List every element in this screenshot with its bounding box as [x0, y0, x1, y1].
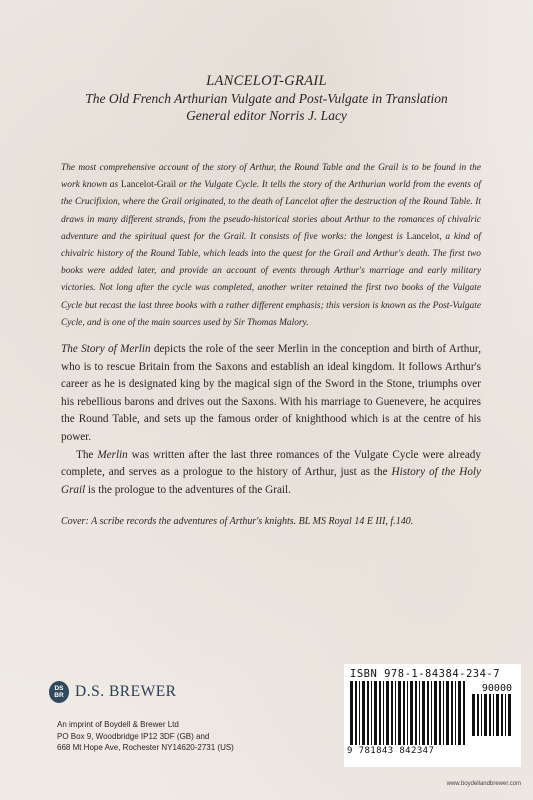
description-paragraph-2	[61, 447, 481, 500]
series-header	[0, 72, 533, 124]
para2-history-title: History of the Holy Grail	[61, 466, 481, 496]
para2-merlin: Merlin	[97, 448, 128, 461]
barcode-stripe	[505, 694, 506, 736]
imprint-line: 668 Mt Hope Ave, Rochester NY14620-2731 (US)	[57, 743, 234, 752]
barcode-stripe	[484, 694, 487, 736]
description-paragraph-1	[61, 341, 481, 447]
barcode-stripe	[451, 681, 453, 745]
barcode-stripe	[477, 694, 479, 736]
barcode-stripe	[350, 681, 353, 745]
blurb-lancelot: Lancelot	[406, 231, 440, 242]
barcode-stripe	[371, 681, 372, 745]
logo-bottom-letters: BR	[54, 692, 64, 699]
barcode-stripe	[463, 681, 465, 745]
barcode-stripe	[508, 694, 511, 736]
series-subtitle: The Old French Arthurian Vulgate and Post-Vulgate in Translation	[85, 91, 448, 106]
barcode-stripe	[496, 694, 499, 736]
series-title: LANCELOT-GRAIL	[206, 73, 327, 89]
barcode-stripe	[403, 681, 405, 745]
para2-post: is the prologue to the adventures of the Grail.	[85, 483, 291, 496]
imprint-line: An imprint of Boydell & Brewer Ltd	[57, 720, 179, 729]
publisher-imprint	[57, 719, 234, 754]
barcode-stripe	[446, 681, 449, 745]
cycle-blurb	[61, 160, 481, 332]
barcode-stripe	[379, 681, 381, 745]
barcode-stripe	[391, 681, 393, 745]
barcode-stripe	[419, 681, 420, 745]
para2-mid: was written after the last three romances of the Vulgate Cycle were already complete, and serves as a prologue to the history of Arthur, just as the	[61, 448, 481, 479]
barcode-stripe	[395, 681, 396, 745]
publisher-brand	[49, 681, 177, 703]
website-url: www.boydellandbrewer.com	[446, 781, 521, 787]
blurb-text-2: or the Vulgate Cycle. It tells the story of the Arthurian world from the events of the Crucifixion, where the Grail originated, to the death of Lancelot after the destruction of the Round Table. It draws in many different strands, from the pseudo-historical stories about Arthur to the romances of chivalric adventure and the spiritual quest for the Grail. It consists of five works: the longest is	[61, 180, 482, 242]
barcode-stripe	[383, 681, 384, 745]
publisher-name: D.S. BREWER	[75, 683, 177, 700]
barcode-stripe	[481, 694, 482, 736]
blurb-text-3: , a kind of chivalric history of the Round Table, which leads into the quest for the Grail and Arthur's death. The first two books were added later, and provide an account of events through Arthur's marriage and early military victories. Not long after the cycle was completed, another writer retained the first two books of the Vulgate Cycle but recast the last three books with a rather different emphasis; this version is known as the Post-Vulgate Cycle, and is one of the main sources used by Sir Thomas Malory.	[61, 231, 482, 328]
barcode-stripe	[415, 681, 417, 745]
blurb-text-1: The most comprehensive account of the story of Arthur, the Round Table and the Grail is to be found in the work known as	[61, 163, 481, 191]
barcode-stripe	[455, 681, 456, 745]
barcode-stripe	[439, 681, 441, 745]
barcode-stripe	[472, 694, 475, 736]
imprint-line: PO Box 9, Woodbridge IP12 3DF (GB) and	[57, 731, 210, 741]
barcode-stripe	[422, 681, 425, 745]
barcode-stripe	[359, 681, 360, 745]
barcode-panel	[344, 664, 521, 767]
barcode-digits: 9 781843 842347	[347, 746, 435, 756]
barcode-stripe	[489, 694, 491, 736]
barcode-stripe	[434, 681, 437, 745]
barcode-stripe	[443, 681, 444, 745]
price-barcode-icon	[472, 694, 514, 747]
book-description	[61, 341, 481, 499]
barcode-stripe	[501, 694, 503, 736]
barcode-stripe	[410, 681, 413, 745]
barcode-icon	[350, 681, 468, 747]
barcode-stripe	[398, 681, 401, 745]
barcode-stripe	[374, 681, 377, 745]
para1-text: depicts the role of the seer Merlin in the conception and birth of Arthur, who is to rescue Britain from the Saxons and establish an ideal kingdom. It follows Arthur's career as he is designated king by the magical sign of the Sword in the Stone, triumphs over his rebellious barons and drives out the Saxons. With his marriage to Guenevere, he acquires the Round Table, and sets up the famous order of knighthood which is at the centre of his power.	[61, 343, 481, 443]
barcode-stripe	[493, 694, 494, 736]
barcode-stripe	[431, 681, 432, 745]
barcode-stripe	[362, 681, 365, 745]
barcode-stripe	[386, 681, 389, 745]
barcode-stripe	[458, 681, 461, 745]
barcode-stripe	[367, 681, 369, 745]
barcode-stripe	[355, 681, 357, 745]
price-code: 90000	[481, 683, 512, 694]
book-title-merlin: The Story of Merlin	[61, 343, 151, 355]
isbn-label: ISBN 978-1-84384-234-7	[350, 668, 501, 680]
cover-credit: Cover: A scribe records the adventures of Arthur's knights. BL MS Royal 14 E III, f.140.	[61, 516, 414, 527]
para2-pre: The	[76, 448, 98, 461]
barcode-stripe	[427, 681, 429, 745]
series-editor: General editor Norris J. Lacy	[186, 108, 347, 123]
logo-top-letters: DS	[54, 685, 64, 692]
barcode-stripe	[407, 681, 408, 745]
blurb-lancelot-grail: Lancelot-Grail	[120, 180, 177, 191]
publisher-logo-icon	[49, 681, 69, 703]
